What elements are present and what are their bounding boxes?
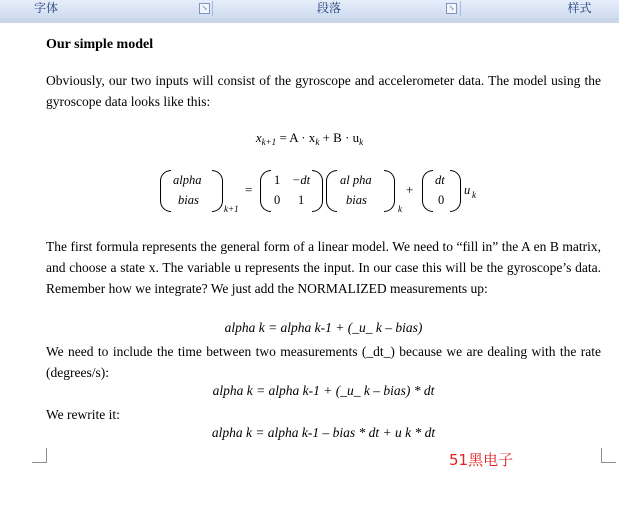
rhs-bias: bias bbox=[346, 193, 367, 207]
paragraph-dialog-launcher-icon[interactable]: ↘ bbox=[446, 3, 457, 14]
paragraph-time: We need to include the time between two measurements (_dt_) because we are dealing with the rate (degrees/s): bbox=[46, 344, 601, 380]
a21: 0 bbox=[274, 193, 281, 207]
ribbon-separator bbox=[212, 1, 213, 16]
equation-rewritten: alpha k = alpha k-1 – bias * dt + u k * dt bbox=[211, 425, 436, 440]
ribbon-separator bbox=[460, 1, 461, 16]
equals-sign: = bbox=[245, 182, 253, 197]
ribbon-group-styles[interactable]: 样式 bbox=[567, 1, 592, 15]
state-alpha: alpha bbox=[173, 173, 202, 187]
b-dt: dt bbox=[435, 173, 445, 187]
font-dialog-launcher-icon[interactable]: ↘ bbox=[199, 3, 210, 14]
watermark: 51黑电子 bbox=[449, 451, 514, 469]
a22: 1 bbox=[298, 193, 305, 207]
section-heading: Our simple model bbox=[46, 37, 154, 52]
state-sub: k+1 bbox=[224, 204, 239, 214]
a11: 1 bbox=[274, 173, 281, 187]
plus-sign: + bbox=[406, 182, 414, 197]
equation-integrate: alpha k = alpha k-1 + (_u_ k – bias) bbox=[224, 320, 423, 335]
paragraph-rewrite: We rewrite it: bbox=[46, 407, 120, 422]
input-u-sub: k bbox=[472, 190, 476, 200]
ribbon-group-paragraph[interactable]: 段落 bbox=[316, 1, 341, 15]
eq1-lhs-sub: k+1 bbox=[261, 137, 277, 147]
rhs-sub: k bbox=[398, 204, 402, 214]
eq1-bu: + B · u bbox=[319, 130, 360, 145]
state-bias: bias bbox=[178, 193, 199, 207]
eq1-u-sub: k bbox=[359, 137, 364, 147]
ribbon-group-bar bbox=[0, 0, 619, 19]
state-equation bbox=[0, 130, 619, 147]
a12: −dt bbox=[292, 173, 311, 187]
eq1-lhs: x bbox=[255, 130, 262, 145]
page-corner-mark-right bbox=[601, 448, 616, 463]
rhs-alpha: al pha bbox=[340, 173, 372, 187]
paragraph-explanation: The first formula represents the general form of a linear model. We need to “fill in” the A en B matrix, and choose a state x. The variable u represents the input. In our case this will be the gyroscope’s data. Remember how we integrate? We just add the NORMALIZED measurements up: bbox=[46, 239, 601, 296]
equation-with-dt: alpha k = alpha k-1 + (_u_ k – bias) * dt bbox=[212, 383, 435, 398]
page-corner-mark-left bbox=[32, 448, 47, 463]
page-gap bbox=[0, 18, 619, 23]
b-zero: 0 bbox=[438, 193, 445, 207]
eq1-x-sub: k bbox=[315, 137, 320, 147]
eq1-ax: = A · x bbox=[276, 130, 316, 145]
ribbon-group-font[interactable]: 字体 bbox=[33, 1, 58, 15]
input-u: u bbox=[464, 183, 471, 197]
paragraph-intro: Obviously, our two inputs will consist of the gyroscope and accelerometer data. The model using the gyroscope data looks like this: bbox=[46, 73, 601, 109]
